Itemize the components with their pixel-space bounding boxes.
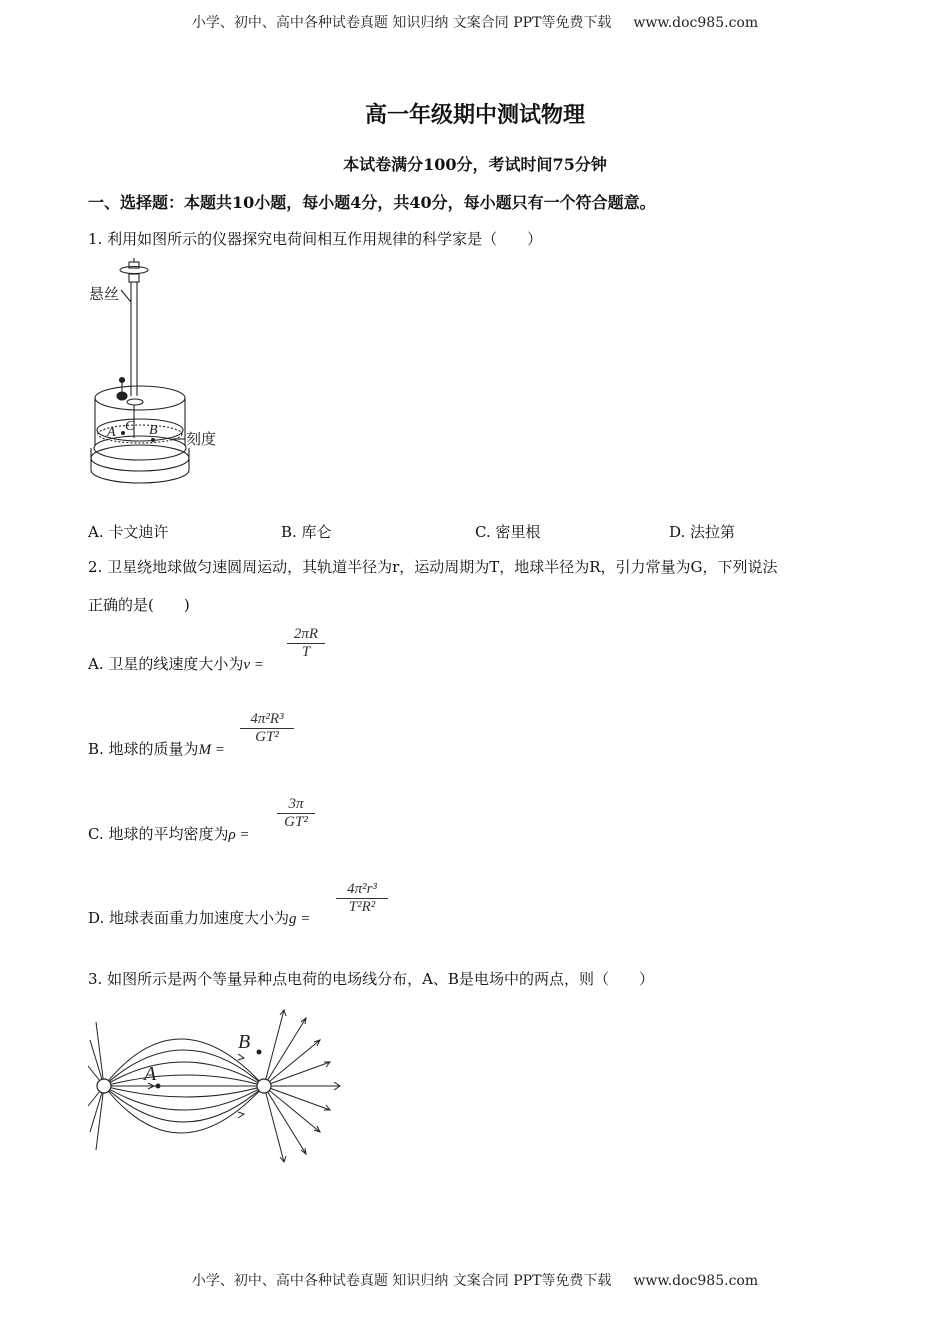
q2-option-c[interactable] bbox=[88, 823, 250, 844]
q2-stem-line1: 2. 卫星绕地球做匀速圆周运动，其轨道半径为r，运动周期为T，地球半径为R，引力常量为G，下列说法 bbox=[88, 558, 778, 576]
q2-option-d-denominator: T²R² bbox=[348, 899, 376, 915]
q1-option-a[interactable]: A. 卡文迪许 bbox=[88, 523, 169, 541]
q3-stem: 3. 如图所示是两个等量异种点电荷的电场线分布，A、B是电场中的两点，则（ ） bbox=[88, 970, 654, 988]
label-b: B bbox=[149, 423, 158, 438]
q2-option-c-denominator: GT² bbox=[284, 814, 308, 830]
footer-text: 小学、初中、高中各种试卷真题 知识归纳 文案合同 PPT等免费下载 bbox=[191, 1273, 612, 1289]
page-footer bbox=[0, 1270, 950, 1290]
header-site[interactable]: www.doc985.com bbox=[633, 15, 759, 31]
q2-option-d-numerator: 4π²r³ bbox=[347, 881, 377, 897]
q1-stem: 1. 利用如图所示的仪器探究电荷间相互作用规律的科学家是（ ） bbox=[88, 230, 543, 248]
label-scale: 刻度 bbox=[186, 430, 217, 448]
q2-option-b[interactable] bbox=[88, 738, 225, 759]
q2-option-c-text: C. 地球的平均密度为 bbox=[88, 825, 229, 843]
q2-option-b-numerator: 4π²R³ bbox=[250, 711, 284, 727]
q2-option-a[interactable] bbox=[88, 653, 264, 674]
q1-option-d[interactable]: D. 法拉第 bbox=[669, 523, 736, 541]
q2-option-b-denominator: GT² bbox=[255, 729, 279, 745]
q2-option-b-text: B. 地球的质量为 bbox=[88, 740, 199, 758]
label-a: A bbox=[144, 1063, 157, 1085]
q2-option-b-fraction bbox=[240, 711, 294, 746]
q2-option-c-fraction bbox=[277, 796, 315, 831]
footer-site[interactable]: www.doc985.com bbox=[633, 1273, 759, 1289]
q2-option-d-var: g = bbox=[289, 911, 311, 927]
q2-option-a-var: v = bbox=[243, 657, 264, 673]
label-a: A bbox=[107, 425, 116, 440]
q2-stem-line2: 正确的是( ) bbox=[88, 596, 190, 614]
q2-option-c-var: ρ = bbox=[228, 827, 250, 843]
q2-option-a-text: A. 卫星的线速度大小为 bbox=[88, 655, 244, 673]
q1-option-c[interactable]: C. 密里根 bbox=[475, 523, 541, 541]
q2-option-b-var: M = bbox=[198, 742, 225, 758]
q1-option-b[interactable]: B. 库仑 bbox=[281, 523, 332, 541]
q2-option-d-text: D. 地球表面重力加速度大小为 bbox=[88, 909, 290, 927]
q2-option-c-numerator: 3π bbox=[288, 796, 304, 812]
label-c: C bbox=[125, 419, 135, 434]
page-title: 高一年级期中测试物理 bbox=[364, 102, 585, 128]
q2-option-a-numerator: 2πR bbox=[293, 626, 319, 642]
q2-option-d-fraction bbox=[336, 881, 388, 916]
header-text: 小学、初中、高中各种试卷真题 知识归纳 文案合同 PPT等免费下载 bbox=[191, 15, 612, 31]
section-heading: 一、选择题：本题共10小题，每小题4分，共40分，每小题只有一个符合题意。 bbox=[88, 193, 656, 212]
electric-field-lines-figure bbox=[88, 1000, 348, 1180]
label-silk: 悬丝 bbox=[89, 285, 120, 303]
q2-option-a-denominator: T bbox=[301, 644, 311, 660]
page-header bbox=[0, 12, 950, 32]
torsion-balance-figure bbox=[85, 258, 235, 498]
q2-option-d[interactable] bbox=[88, 907, 310, 928]
label-b: B bbox=[238, 1031, 251, 1053]
page-subtitle: 本试卷满分100分，考试时间75分钟 bbox=[343, 155, 607, 174]
q2-option-a-fraction bbox=[287, 626, 325, 661]
